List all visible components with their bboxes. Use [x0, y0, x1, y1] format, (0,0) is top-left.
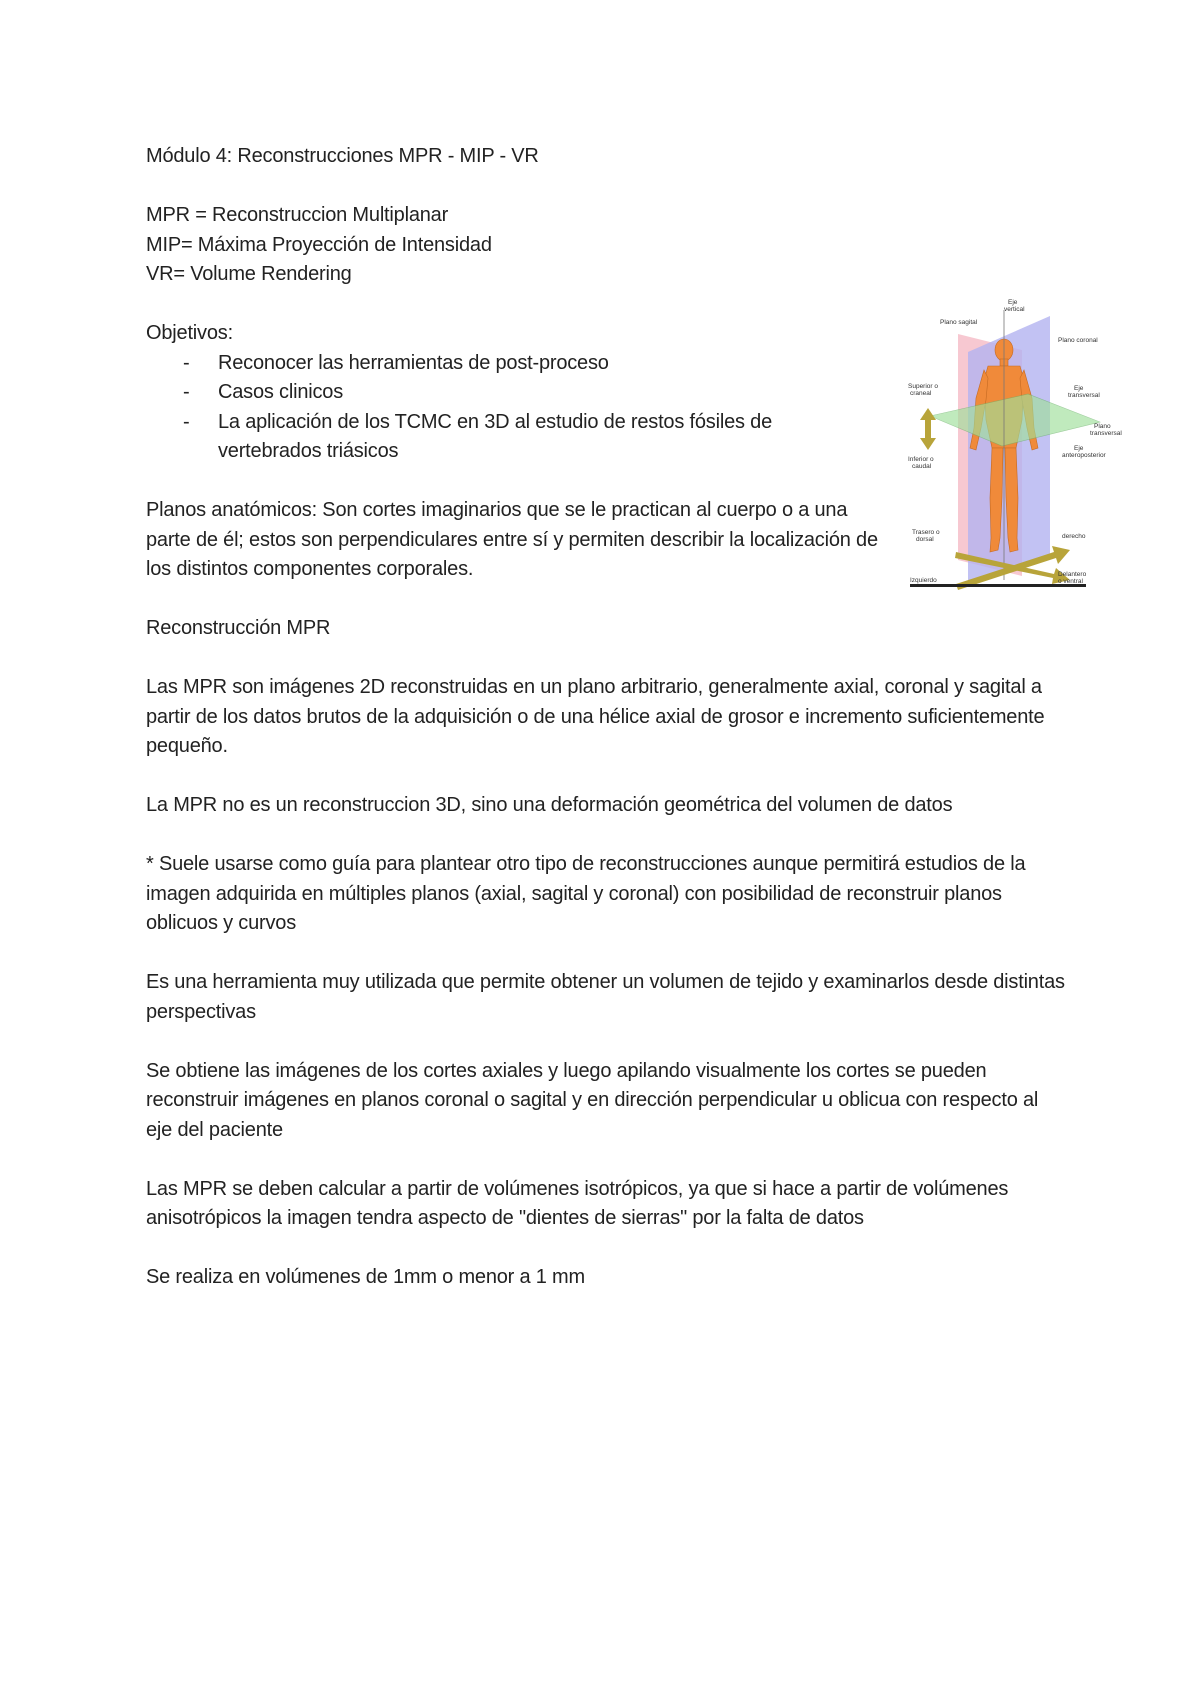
spacer [146, 644, 1066, 674]
objective-item [146, 349, 858, 379]
spacer [146, 1027, 1066, 1057]
label-derecho: derecho [1062, 533, 1086, 540]
label-inferior: Inferior o [908, 456, 934, 463]
objective-item [146, 378, 858, 408]
spacer [146, 762, 1066, 792]
label-delantero-2: o ventral [1058, 578, 1083, 585]
spacer [146, 1145, 1066, 1175]
definition-mpr: MPR = Reconstruccion Multiplanar [146, 204, 449, 226]
spacer [146, 1234, 1066, 1264]
label-trasero: Trasero o [912, 529, 940, 536]
label-izquierdo: Izquierdo [910, 577, 937, 584]
label-plano-coronal: Plano coronal [1058, 337, 1098, 344]
bullet-dash: - [183, 381, 190, 403]
label-eje-transversal-2: transversal [1068, 392, 1100, 399]
definition-mip: MIP= Máxima Proyección de Intensidad [146, 233, 492, 256]
label-inferior-2: caudal [912, 463, 932, 470]
label-trasero-2: dorsal [916, 536, 934, 543]
definition-vr: VR= Volume Rendering [146, 263, 352, 285]
label-superior: Superior o [908, 383, 938, 390]
objectives-heading: Objetivos: [146, 322, 233, 344]
mpr-heading: Reconstrucción MPR [146, 617, 331, 639]
label-eje-anteroposterior: Eje [1074, 445, 1084, 452]
bullet-dash: - [183, 410, 190, 433]
label-eje-transversal: Eje [1074, 385, 1084, 392]
objective-text: Casos clinicos [218, 381, 344, 403]
label-plano-transversal-2: transversal [1090, 430, 1122, 437]
paragraph-isotropic: Las MPR se deben calcular a partir de volúmenes isotrópicos, ya que si hace a partir de volúmenes anisotrópicos la imagen tendra aspecto de "dientes de sierras" por la falta de datos [146, 1177, 1014, 1229]
anatomical-planes-figure [904, 298, 1132, 590]
bullet-dash: - [183, 351, 190, 374]
label-plano-transversal: Plano [1094, 423, 1111, 430]
label-eje-anteroposterior-2: anteroposterior [1062, 452, 1106, 459]
paragraph-guide: * Suele usarse como guía para plantear otro tipo de reconstrucciones aunque permitirá estudios de la imagen adquirida en múltiples planos (axial, sagital y coronal) con posibilidad de reconstruir planos oblicuos y curvos [146, 853, 1031, 934]
label-superior-2: craneal [910, 390, 932, 397]
spacer [146, 821, 1066, 851]
paragraph-axial-cuts: Se obtiene las imágenes de los cortes axiales y luego apilando visualmente los cortes se pueden reconstruir imágenes en planos coronal o sagital y en dirección perpendicular u oblicua con respecto al eje del paciente [146, 1059, 1044, 1141]
up-down-arrow-icon [920, 408, 936, 450]
spacer [146, 939, 1066, 969]
paragraph-mpr-not-3d: La MPR no es un reconstruccion 3D, sino una deformación geométrica del volumen de datos [146, 794, 953, 816]
label-eje-vertical-2: vertical [1004, 306, 1025, 313]
objective-item [146, 408, 858, 467]
planos-paragraph: Planos anatómicos: Son cortes imaginarios que se le practican al cuerpo o a una parte de él; estos son perpendiculares entre sí y permiten describir la localización de los distintos componentes corporales. [146, 499, 884, 580]
objective-text: Reconocer las herramientas de post-proceso [218, 351, 609, 374]
paragraph-volume-size: Se realiza en volúmenes de 1mm o menor a 1 mm [146, 1266, 585, 1288]
objective-text: La aplicación de los TCMC en 3D al estudio de restos fósiles de vertebrados triásicos [218, 410, 773, 462]
label-eje-vertical: Eje [1008, 299, 1018, 306]
paragraph-mpr-definition: Las MPR son imágenes 2D reconstruidas en un plano arbitrario, generalmente axial, coronal y sagital a partir de los datos brutos de la adquisición o de una hélice axial de grosor e incremento suficientemente pequeño. [146, 676, 1050, 757]
label-plano-sagital: Plano sagital [940, 319, 978, 326]
transverse-plane [930, 394, 1100, 446]
document-title: Módulo 4: Reconstrucciones MPR - MIP - VR [146, 145, 539, 167]
spacer [146, 172, 1066, 202]
anatomical-planes-illustration [904, 298, 1132, 590]
paragraph-tool: Es una herramienta muy utilizada que permite obtener un volumen de tejido y examinarlos desde distintas perspectivas [146, 971, 1071, 1023]
label-delantero: Delantero [1058, 571, 1087, 578]
